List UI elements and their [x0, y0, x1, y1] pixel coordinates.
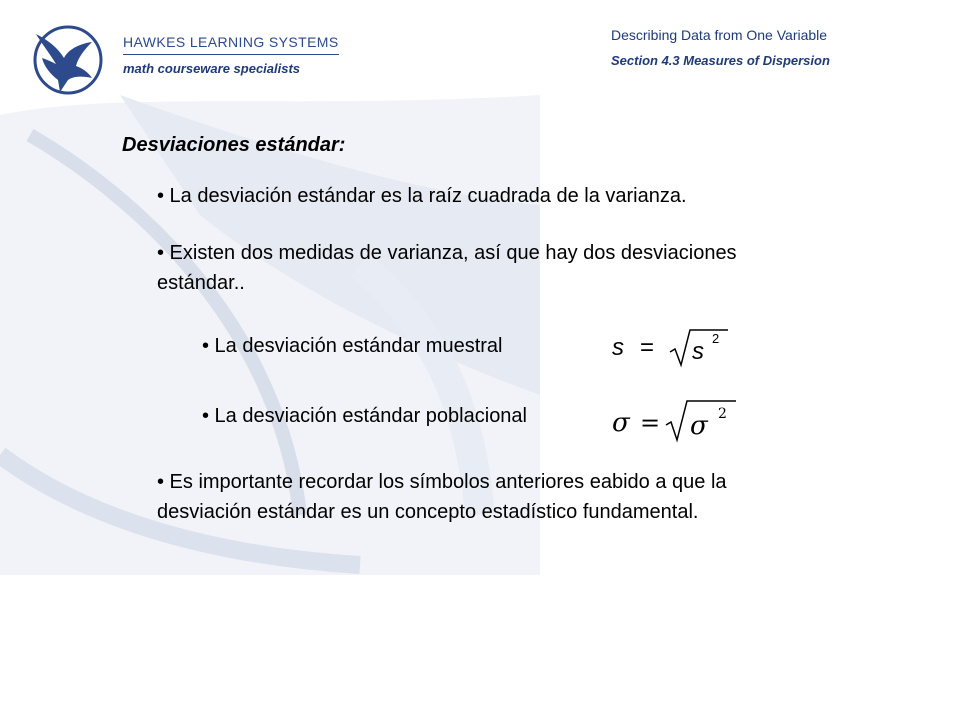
bullet-importance — [157, 467, 727, 527]
bullet-sqrt-variance: • La desviación estándar es la raíz cuadrada de la varianza. — [157, 185, 687, 207]
formula-lhs: s — [612, 334, 624, 361]
bullet-two-measures — [157, 238, 737, 298]
bullet-sample-sd: • La desviación estándar muestral — [202, 335, 503, 357]
eagle-logo-icon — [30, 22, 108, 96]
formula-exponent: 2 — [718, 406, 727, 422]
bullet-line: • Es importante recordar los símbolos anteriores eabido a que la — [157, 471, 727, 493]
bullet-line: estándar.. — [157, 272, 245, 294]
section-title: Section 4.3 Measures of Dispersion — [611, 53, 830, 68]
formula-lhs: σ — [612, 408, 630, 438]
brand-block — [123, 34, 339, 76]
population-sd-formula — [610, 398, 740, 444]
formula-radicand: σ — [690, 411, 708, 441]
brand-tagline: math courseware specialists — [123, 61, 301, 76]
formula-equals: = — [640, 409, 661, 437]
section-info — [611, 27, 830, 68]
bullet-line: • Existen dos medidas de varianza, así que hay dos desviaciones — [157, 242, 737, 264]
slide-heading: Desviaciones estándar: — [122, 134, 346, 156]
brand-name: HAWKES LEARNING SYSTEMS — [123, 34, 339, 55]
bullet-line: desviación estándar es un concepto estadístico fundamental. — [157, 501, 699, 523]
formula-exponent: 2 — [712, 331, 720, 346]
formula-equals: = — [640, 334, 655, 361]
bullet-population-sd: • La desviación estándar poblacional — [202, 405, 527, 427]
sample-sd-formula — [610, 325, 730, 369]
topic-title: Describing Data from One Variable — [611, 27, 828, 43]
formula-radicand: s — [692, 338, 704, 365]
